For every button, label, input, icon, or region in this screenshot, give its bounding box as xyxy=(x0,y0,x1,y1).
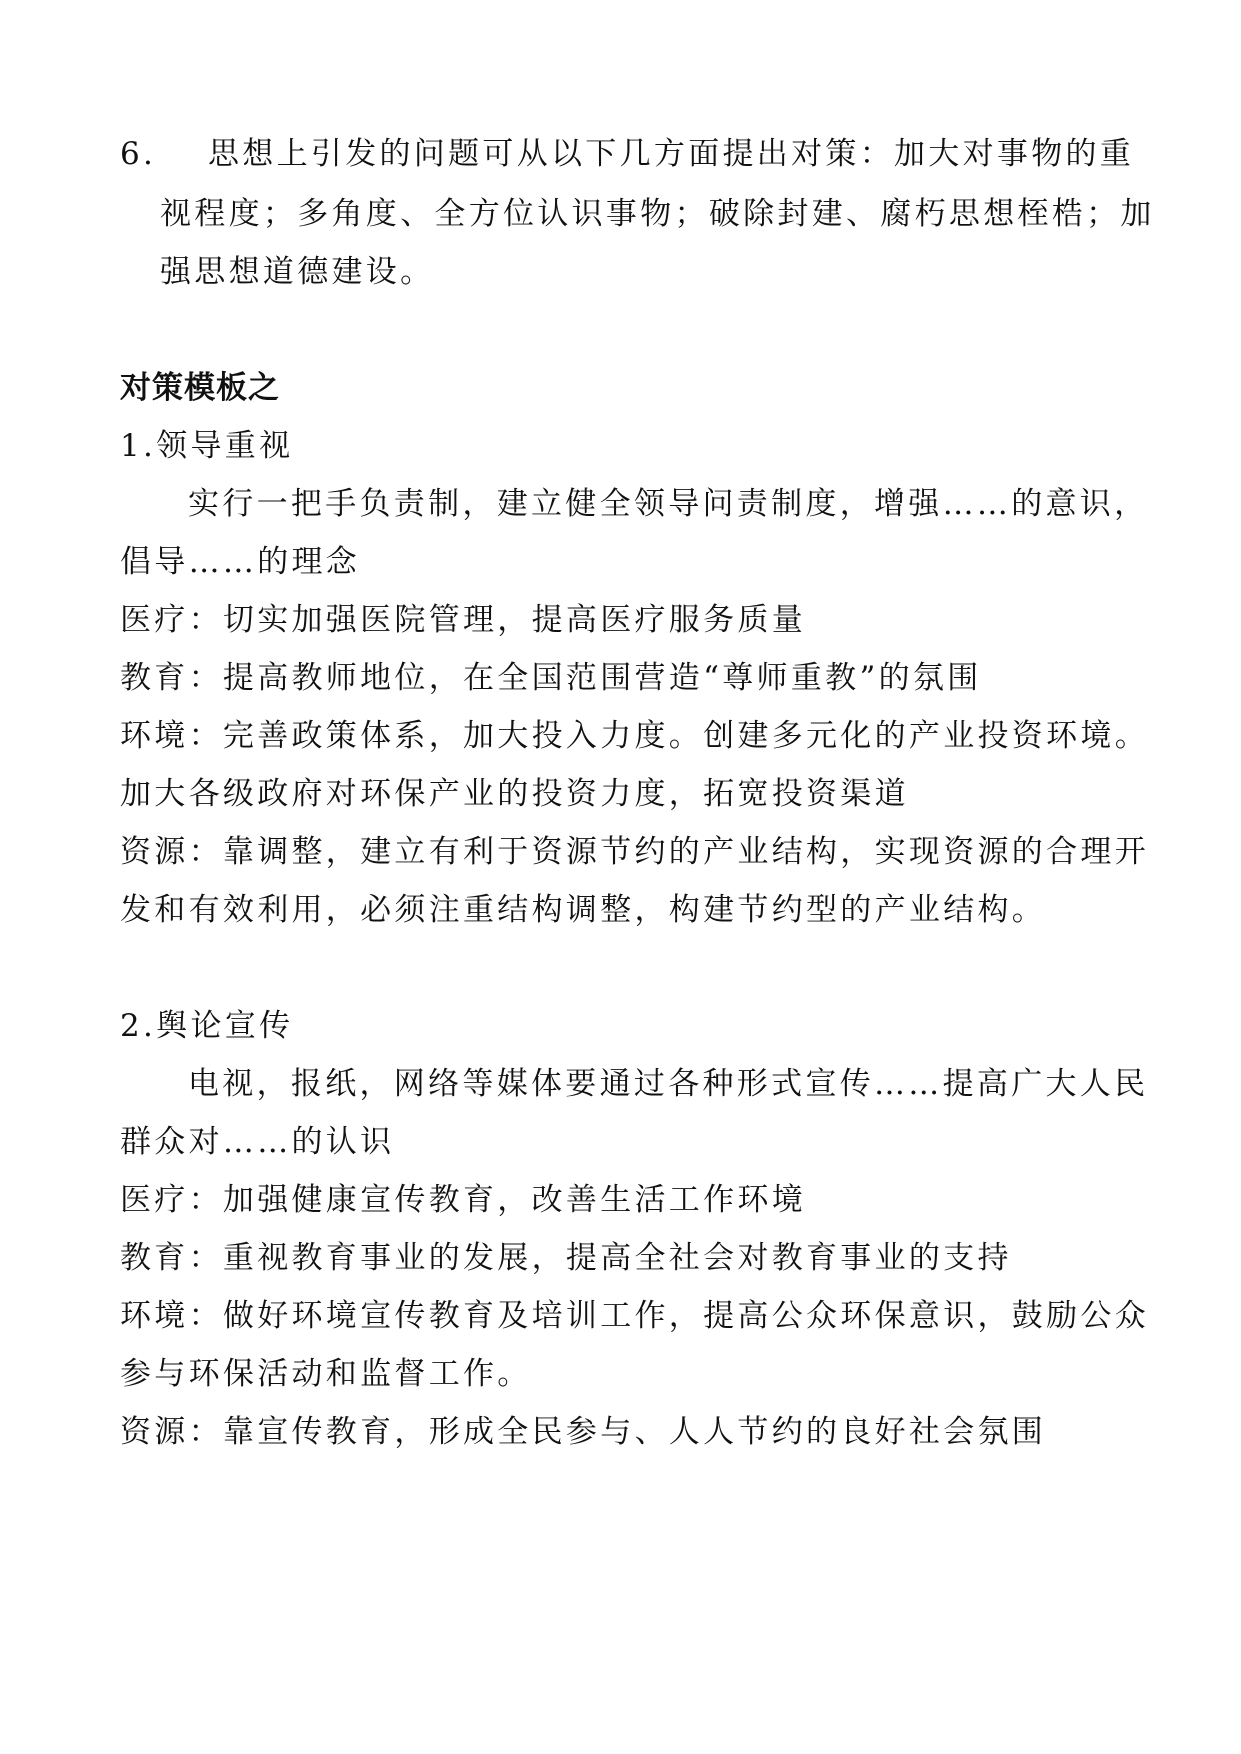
section1-para-line-2: 倡导……的理念 xyxy=(120,544,361,580)
intro-line-1 xyxy=(120,134,1135,174)
section2-resources: 资源：靠宣传教育，形成全民参与、人人节约的良好社会氛围 xyxy=(120,1414,1047,1450)
section1-para-line-1: 实行一把手负责制，建立健全领导问责制度，增强……的意识， xyxy=(188,486,1149,522)
section2-para-line-2: 群众对……的认识 xyxy=(120,1124,395,1160)
section2-environment-1: 环境：做好环境宣传教育及培训工作，提高公众环保意识，鼓励公众 xyxy=(120,1298,1149,1334)
intro-line-2: 视程度；多角度、全方位认识事物；破除封建、腐朽思想桎梏；加 xyxy=(160,196,1155,232)
section2-education: 教育：重视教育事业的发展，提高全社会对教育事业的支持 xyxy=(120,1240,1012,1276)
section1-education: 教育：提高教师地位，在全国范围营造“尊师重教”的氛围 xyxy=(120,660,982,696)
section2-medical: 医疗：加强健康宣传教育，改善生活工作环境 xyxy=(120,1182,806,1218)
section2-environment-2: 参与环保活动和监督工作。 xyxy=(120,1356,532,1392)
section1-medical: 医疗：切实加强医院管理，提高医疗服务质量 xyxy=(120,602,806,638)
section1-resources-1: 资源：靠调整，建立有利于资源节约的产业结构，实现资源的合理开 xyxy=(120,834,1149,870)
section1-title: 1.领导重视 xyxy=(120,428,294,464)
section2-para-line-1: 电视，报纸，网络等媒体要通过各种形式宣传……提高广大人民 xyxy=(188,1066,1149,1102)
intro-number: 6. xyxy=(120,136,157,172)
intro-text-1: 思想上引发的问题可从以下几方面提出对策：加大对事物的重 xyxy=(208,136,1135,172)
intro-line-3: 强思想道德建设。 xyxy=(160,254,435,290)
section1-resources-2: 发和有效利用，必须注重结构调整，构建节约型的产业结构。 xyxy=(120,892,1047,928)
section1-environment-1: 环境：完善政策体系，加大投入力度。创建多元化的产业投资环境。 xyxy=(120,718,1149,754)
section2-title: 2.舆论宣传 xyxy=(120,1008,294,1044)
section-heading: 对策模板之 xyxy=(120,370,280,406)
section1-environment-2: 加大各级政府对环保产业的投资力度，拓宽投资渠道 xyxy=(120,776,909,812)
